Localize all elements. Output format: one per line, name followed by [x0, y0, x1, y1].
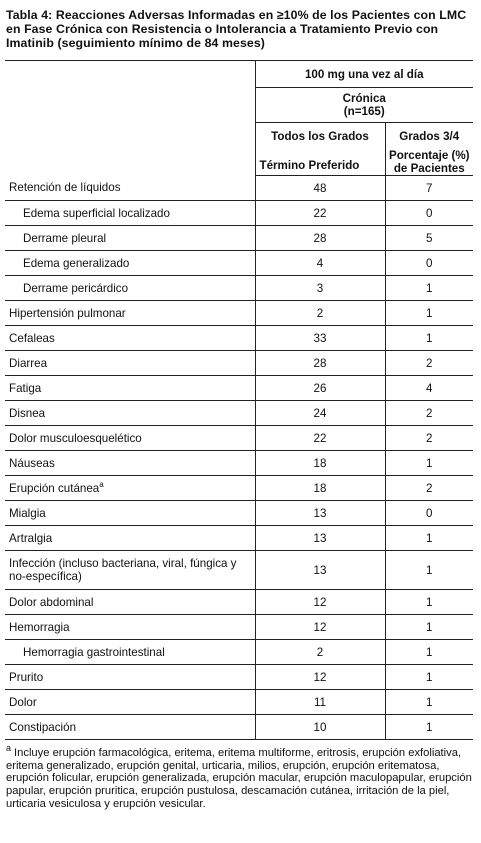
term-label: Edema superficial localizado	[23, 206, 170, 220]
all-grades-cell: 28	[255, 226, 385, 251]
term-cell	[5, 351, 255, 376]
table-row	[5, 176, 473, 201]
grades-34-cell: 0	[385, 501, 473, 526]
term-cell	[5, 715, 255, 740]
grades-34-cell: 2	[385, 351, 473, 376]
table-row	[5, 276, 473, 301]
table-row	[5, 351, 473, 376]
term-label: Náuseas	[9, 456, 55, 470]
col-all-grades-header: Todos los Grados	[255, 123, 385, 150]
table-row	[5, 640, 473, 665]
grades-34-cell: 2	[385, 426, 473, 451]
table-row	[5, 615, 473, 640]
dose-header: 100 mg una vez al día	[255, 61, 473, 88]
all-grades-cell: 18	[255, 451, 385, 476]
all-grades-cell: 12	[255, 665, 385, 690]
term-cell	[5, 690, 255, 715]
adverse-reactions-table	[5, 60, 473, 740]
term-label: Diarrea	[9, 356, 48, 370]
grades-34-cell: 0	[385, 201, 473, 226]
term-label: Edema generalizado	[23, 256, 130, 270]
term-cell	[5, 276, 255, 301]
term-label: Mialgia	[9, 506, 46, 520]
grades-34-cell: 1	[385, 551, 473, 590]
footnote-text: Incluye erupción farmacológica, eritema, eritema multiforme, eritrosis, erupción exfoliativa, eritema generalizado, erupción genital, urticaria, milios, erupción, erupción eritematosa, erupción folicular, erupción generalizada, erupción macular, erupción maculopapular, erupción papular, erupción pruritica, erupción pustulosa, descamación cutánea, irritación de la piel, urticaria vesiculosa y erupción vesicular.	[6, 747, 472, 810]
term-label: Derrame pleural	[23, 231, 107, 245]
all-grades-cell: 22	[255, 201, 385, 226]
term-label: Erupción cutánea	[9, 481, 100, 495]
term-cell	[5, 551, 255, 590]
all-grades-cell: 26	[255, 376, 385, 401]
term-cell	[5, 401, 255, 426]
phase-header	[255, 88, 473, 123]
all-grades-cell: 22	[255, 426, 385, 451]
header-blank-cell	[5, 61, 255, 176]
term-cell	[5, 326, 255, 351]
table-row	[5, 690, 473, 715]
n-label: (n=165)	[343, 105, 385, 118]
all-grades-cell: 12	[255, 590, 385, 615]
table-row	[5, 201, 473, 226]
all-grades-cell: 13	[255, 501, 385, 526]
grades-34-cell: 1	[385, 326, 473, 351]
term-label: Hemorragia gastrointestinal	[23, 645, 165, 659]
term-cell	[5, 201, 255, 226]
table-row	[5, 501, 473, 526]
all-grades-cell: 2	[255, 640, 385, 665]
grades-34-cell: 4	[385, 376, 473, 401]
table-row	[5, 476, 473, 501]
grades-34-cell: 1	[385, 690, 473, 715]
term-cell	[5, 615, 255, 640]
grades-34-cell: 1	[385, 665, 473, 690]
table-row	[5, 426, 473, 451]
all-grades-cell: 28	[255, 351, 385, 376]
term-cell	[5, 640, 255, 665]
term-label: Fatiga	[9, 381, 42, 395]
all-grades-cell: 2	[255, 301, 385, 326]
term-cell	[5, 251, 255, 276]
table-row	[5, 451, 473, 476]
table-row	[5, 590, 473, 615]
all-grades-cell: 18	[255, 476, 385, 501]
table-row	[5, 376, 473, 401]
grades-34-cell: 0	[385, 251, 473, 276]
grades-34-cell: 2	[385, 476, 473, 501]
term-label: Cefaleas	[9, 331, 55, 345]
all-grades-cell: 13	[255, 526, 385, 551]
footnote-mark: a	[6, 743, 12, 754]
all-grades-cell: 11	[255, 690, 385, 715]
term-label: Prurito	[9, 670, 44, 684]
grades-34-cell: 1	[385, 526, 473, 551]
grades-34-cell: 5	[385, 226, 473, 251]
term-cell	[5, 526, 255, 551]
table-row	[5, 665, 473, 690]
term-cell	[5, 226, 255, 251]
table-title: Tabla 4: Reacciones Adversas Informadas en ≥10% de los Pacientes con LMC en Fase Crónica con Resistencia o Intolerancia a Tratamiento Previo con Imatinib (seguimiento mínimo de 84 meses)	[6, 8, 467, 51]
term-cell	[5, 426, 255, 451]
term-cell	[5, 476, 255, 501]
term-label: Artralgia	[9, 531, 53, 545]
grades-34-cell: 1	[385, 715, 473, 740]
term-cell	[5, 176, 255, 201]
term-cell	[5, 451, 255, 476]
footnote-ref: a	[99, 479, 104, 489]
term-header: Término Preferido	[255, 149, 385, 176]
table-row	[5, 301, 473, 326]
all-grades-cell: 4	[255, 251, 385, 276]
term-label: Infección (incluso bacteriana, viral, fúngica y no-específica)	[9, 557, 237, 583]
table-row	[5, 401, 473, 426]
grades-34-cell: 1	[385, 451, 473, 476]
table-row	[5, 526, 473, 551]
term-label: Retención de líquidos	[9, 181, 121, 195]
table-row	[5, 326, 473, 351]
term-cell	[5, 501, 255, 526]
term-label: Constipación	[9, 720, 77, 734]
term-label: Hemorragia	[9, 620, 70, 634]
term-label: Dolor musculoesquelético	[9, 431, 142, 445]
term-cell	[5, 665, 255, 690]
term-cell	[5, 590, 255, 615]
grades-34-cell: 1	[385, 301, 473, 326]
all-grades-cell: 12	[255, 615, 385, 640]
col-grades-34-header: Grados 3/4	[399, 129, 460, 143]
all-grades-cell: 13	[255, 551, 385, 590]
term-label: Dolor abdominal	[9, 595, 94, 609]
grades-34-cell: 1	[385, 640, 473, 665]
grades-34-cell: 1	[385, 615, 473, 640]
table-row	[5, 551, 473, 590]
table-row	[5, 251, 473, 276]
all-grades-cell: 24	[255, 401, 385, 426]
grades-34-cell: 2	[385, 401, 473, 426]
percentage-header: Porcentaje (%) de Pacientes	[385, 149, 473, 176]
term-label: Disnea	[9, 406, 46, 420]
all-grades-cell: 48	[255, 176, 385, 201]
phase-label: Crónica	[342, 92, 386, 105]
term-label: Dolor	[9, 695, 37, 709]
footnote	[6, 743, 472, 811]
term-cell	[5, 376, 255, 401]
table-row	[5, 715, 473, 740]
grades-34-cell: 1	[385, 276, 473, 301]
table-row	[5, 226, 473, 251]
term-label: Hipertensión pulmonar	[9, 306, 126, 320]
all-grades-cell: 33	[255, 326, 385, 351]
grades-34-cell: 1	[385, 590, 473, 615]
term-label: Derrame pericárdico	[23, 281, 129, 295]
all-grades-cell: 10	[255, 715, 385, 740]
term-cell	[5, 301, 255, 326]
grades-34-cell: 7	[385, 176, 473, 201]
all-grades-cell: 3	[255, 276, 385, 301]
